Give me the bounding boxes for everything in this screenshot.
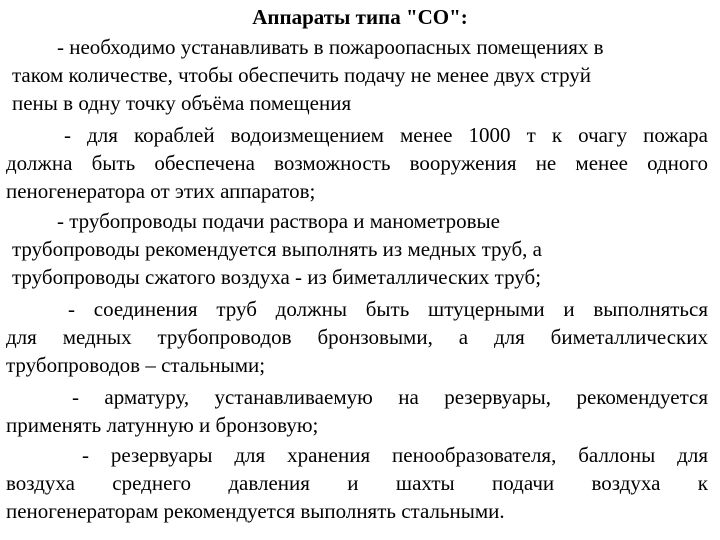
text-line-content: воздуха среднего давления и шахты подачи воздуха к [6,471,708,495]
text-line: пеногенератора от этих аппаратов; [6,179,316,203]
text-line: трубопроводов – стальными; [6,353,266,377]
text-line: трубопроводы сжатого воздуха - из биметаллических труб; [12,265,542,289]
text-line-content: должна быть обеспечена возможность вооружения не менее одного [6,151,708,175]
text-line [6,150,708,176]
text-line: пены в одну точку объёма помещения [12,91,352,115]
text-line-content: - для кораблей водоизмещением менее 1000 т к очагу пожара [64,123,708,147]
text-line: трубопроводы рекомендуется выполнять из медных труб, а [12,237,542,261]
text-line [82,442,708,468]
text-line: - трубопроводы подачи раствора и манометровые [57,209,500,233]
text-line [6,324,708,350]
text-line-content: - соединения труб должны быть штуцерными и выполняться [68,297,708,321]
text-line: пеногенераторам рекомендуется выполнять стальными. [6,499,505,523]
slide-title: Аппараты типа "СО": [252,5,468,29]
text-line [72,384,708,410]
text-line: таком количестве, чтобы обеспечить подачу не менее двух струй [12,63,592,87]
text-line [68,296,708,322]
text-line: применять латунную и бронзовую; [6,413,319,437]
text-line-content: - резервуары для хранения пенообразователя, баллоны для [82,443,708,467]
text-line-content: для медных трубопроводов бронзовыми, а для биметаллических [6,325,708,349]
text-line: - необходимо устанавливать в пожароопасных помещениях в [57,35,604,59]
text-line [6,470,708,496]
text-line-content: - арматуру, устанавливаемую на резервуары, рекомендуется [72,385,708,409]
text-line [64,122,708,148]
